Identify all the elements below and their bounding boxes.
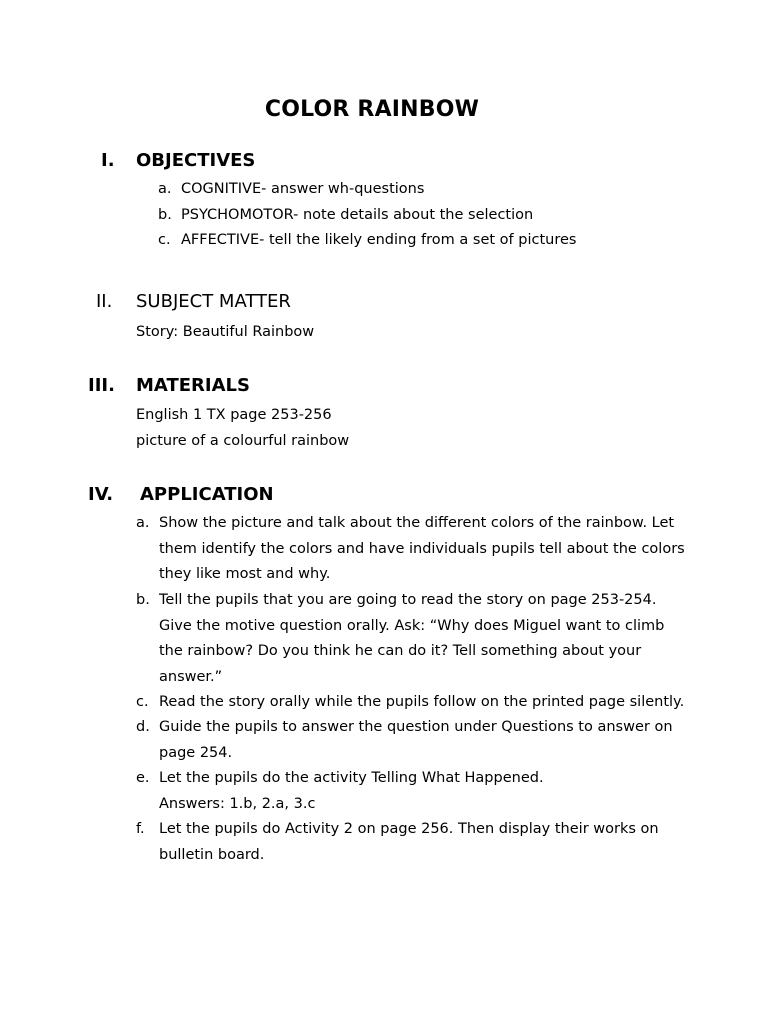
section-heading: APPLICATION bbox=[140, 484, 274, 505]
list-text: Let the pupils do the activity Telling What Happened. bbox=[159, 770, 544, 786]
list-text: Read the story orally while the pupils follow on the printed page silently. bbox=[159, 694, 685, 710]
list-text: AFFECTIVE- tell the likely ending from a set of pictures bbox=[181, 232, 577, 248]
document-title: COLOR RAINBOW bbox=[264, 97, 480, 122]
list-text: the rainbow? Do you think he can do it? Tell something about your bbox=[159, 643, 642, 659]
list-marker: b. bbox=[158, 207, 172, 223]
list-text: Let the pupils do Activity 2 on page 256. Then display their works on bbox=[159, 821, 659, 837]
section-heading: SUBJECT MATTER bbox=[136, 291, 291, 312]
list-marker: b. bbox=[136, 592, 150, 608]
list-text: Tell the pupils that you are going to read the story on page 253-254. bbox=[159, 592, 657, 608]
list-text: PSYCHOMOTOR- note details about the selection bbox=[181, 207, 534, 223]
list-text: Give the motive question orally. Ask: “Why does Miguel want to climb bbox=[159, 617, 665, 634]
list-text: them identify the colors and have individuals pupils tell about the colors bbox=[159, 540, 685, 557]
list-text: Answers: 1.b, 2.a, 3.c bbox=[159, 795, 316, 812]
section-line: English 1 TX page 253-256 bbox=[136, 407, 332, 423]
list-text: answer.” bbox=[159, 668, 223, 685]
section-heading: MATERIALS bbox=[136, 375, 250, 396]
list-marker: a. bbox=[136, 515, 150, 531]
list-text: they like most and why. bbox=[159, 566, 331, 582]
list-marker: c. bbox=[136, 694, 149, 710]
list-marker: d. bbox=[136, 719, 150, 735]
list-marker: e. bbox=[136, 770, 150, 786]
list-marker: c. bbox=[158, 232, 171, 248]
section-number: IV. bbox=[88, 484, 114, 505]
section-line: Story: Beautiful Rainbow bbox=[136, 324, 315, 340]
section-number: I. bbox=[101, 150, 115, 171]
list-text: page 254. bbox=[159, 744, 233, 761]
list-text: Show the picture and talk about the different colors of the rainbow. Let bbox=[159, 515, 675, 531]
list-text: COGNITIVE- answer wh-questions bbox=[181, 181, 425, 197]
list-text: bulletin board. bbox=[159, 846, 265, 863]
section-number: III. bbox=[88, 375, 115, 396]
list-text: Guide the pupils to answer the question under Questions to answer on bbox=[159, 719, 673, 735]
section-number: II. bbox=[96, 291, 113, 312]
section-heading: OBJECTIVES bbox=[136, 150, 256, 171]
list-marker: f. bbox=[136, 821, 145, 837]
list-marker: a. bbox=[158, 181, 172, 197]
section-line: picture of a colourful rainbow bbox=[136, 433, 350, 449]
